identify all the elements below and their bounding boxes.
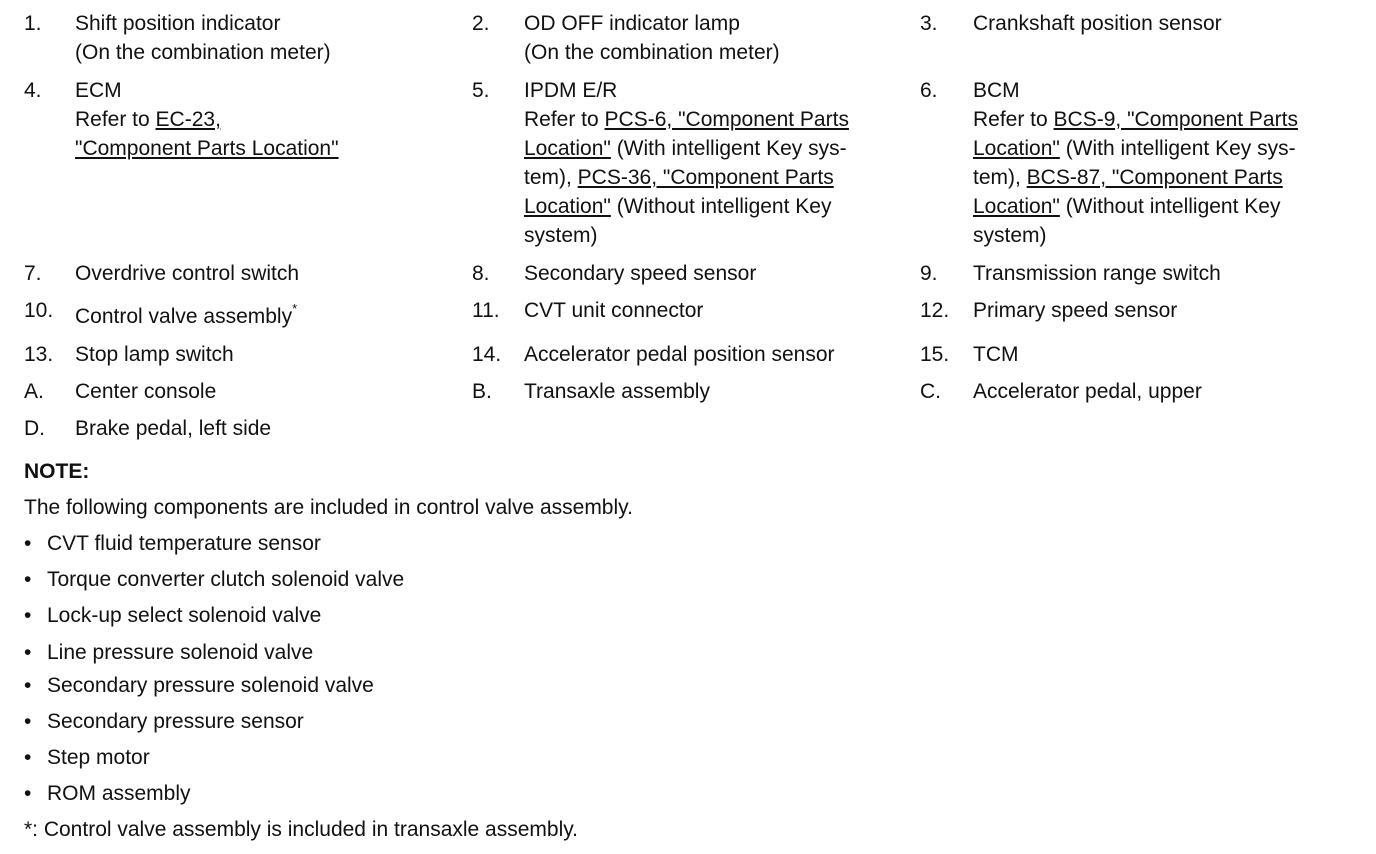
bullet-point-icon: • [24,532,32,555]
item-letter: D. [24,417,45,440]
note-bullet-text: Step motor [47,746,150,769]
item-number: 10. [24,299,54,322]
item-number: 11. [472,299,500,322]
item-number: 2. [472,12,490,35]
item-label: Accelerator pedal position sensor [524,343,835,366]
reference-line [973,192,1280,221]
reference-line [75,105,221,134]
item-label: Stop lamp switch [75,343,234,366]
bullet-point-icon: • [24,710,32,733]
note-bullet-item [24,638,313,667]
note-bullet-text: Torque converter clutch solenoid valve [47,568,405,591]
reference-line [524,105,849,134]
refer-to-text: Refer to [524,108,605,131]
reference-line [524,192,831,221]
ref-link-bcs-9[interactable]: BCS-9, "Component Parts [1053,108,1298,131]
item-letter: C. [920,380,941,403]
reference-text: tem), [524,166,578,189]
reference-text: (With intelligent Key sys- [610,137,847,160]
note-bullet-text: Lock-up select solenoid valve [47,604,322,627]
ref-link-bcs-87-cont[interactable]: Location" [973,195,1060,218]
item-label-text: Control valve assembly [75,305,293,328]
reference-text: (Without intelligent Key [1059,195,1281,218]
item-label: Accelerator pedal, upper [973,380,1202,403]
item-label [75,302,297,331]
item-number: 5. [472,79,490,102]
ref-link-bcs-87[interactable]: BCS-87, "Component Parts [1026,166,1283,189]
item-label: TCM [973,343,1019,366]
ref-link-pcs-6[interactable]: PCS-6, "Component Parts [604,108,849,131]
note-title: NOTE: [24,460,90,483]
item-label: OD OFF indicator lamp [524,12,740,35]
item-label: Transaxle assembly [524,380,710,403]
item-label-note: (On the combination meter) [75,41,331,64]
item-label: BCM [973,79,1020,102]
bullet-point-icon: • [24,746,32,769]
note-bullet-item [24,743,150,772]
item-number: 12. [920,299,950,322]
note-intro: The following components are included in control valve assembly. [24,496,633,519]
item-letter: A. [24,380,44,403]
note-bullet-item [24,565,404,594]
item-label: IPDM E/R [524,79,618,102]
reference-text: tem), [973,166,1027,189]
reference-line: system) [524,224,598,247]
ref-link-pcs-36-cont[interactable]: Location" [524,195,611,218]
reference-text: (With intelligent Key sys- [1059,137,1296,160]
item-letter: B. [472,380,492,403]
note-bullet-item [24,671,374,700]
note-bullet-item [24,779,191,808]
item-label: Shift position indicator [75,12,281,35]
reference-line [524,134,847,163]
item-label: Center console [75,380,217,403]
item-number: 14. [472,343,502,366]
ref-link-pcs-6-cont[interactable]: Location" [524,137,611,160]
refer-to-text: Refer to [75,108,156,131]
footnote: *: Control valve assembly is included in transaxle assembly. [24,818,579,841]
bullet-point-icon: • [24,641,32,664]
reference-line [973,163,1283,192]
item-label: Primary speed sensor [973,299,1178,322]
bullet-point-icon: • [24,674,32,697]
item-number: 7. [24,262,42,285]
item-label: Secondary speed sensor [524,262,757,285]
item-label: Brake pedal, left side [75,417,272,440]
item-number: 4. [24,79,42,102]
item-label: CVT unit connector [524,299,704,322]
ref-link-ec-23[interactable]: EC-23, [155,108,221,131]
bullet-point-icon: • [24,782,32,805]
item-number: 15. [920,343,950,366]
item-number: 13. [24,343,54,366]
item-label: Transmission range switch [973,262,1221,285]
note-bullet-text: ROM assembly [47,782,191,805]
reference-line: system) [973,224,1047,247]
item-label-note: (On the combination meter) [524,41,780,64]
refer-to-text: Refer to [973,108,1054,131]
bullet-point-icon: • [24,568,32,591]
ref-link-bcs-9-cont[interactable]: Location" [973,137,1060,160]
ref-link-ec-23-title[interactable]: "Component Parts Location" [75,137,339,160]
footnote-marker: * [292,301,298,316]
note-bullet-text: CVT fluid temperature sensor [47,532,321,555]
item-number: 8. [472,262,490,285]
reference-text: (Without intelligent Key [610,195,832,218]
note-bullet-text: Secondary pressure solenoid valve [47,674,374,697]
note-bullet-text: Secondary pressure sensor [47,710,304,733]
note-bullet-item [24,601,321,630]
item-number: 3. [920,12,938,35]
reference-line [973,105,1298,134]
item-label: ECM [75,79,122,102]
item-number: 9. [920,262,938,285]
note-bullet-item [24,707,304,736]
reference-line [973,134,1296,163]
ref-link-pcs-36[interactable]: PCS-36, "Component Parts [577,166,834,189]
note-bullet-item [24,529,321,558]
item-number: 6. [920,79,938,102]
reference-line [524,163,834,192]
item-label: Crankshaft position sensor [973,12,1222,35]
reference-line [75,134,339,163]
item-number: 1. [24,12,42,35]
item-label: Overdrive control switch [75,262,300,285]
bullet-point-icon: • [24,604,32,627]
note-bullet-text: Line pressure solenoid valve [47,641,314,664]
